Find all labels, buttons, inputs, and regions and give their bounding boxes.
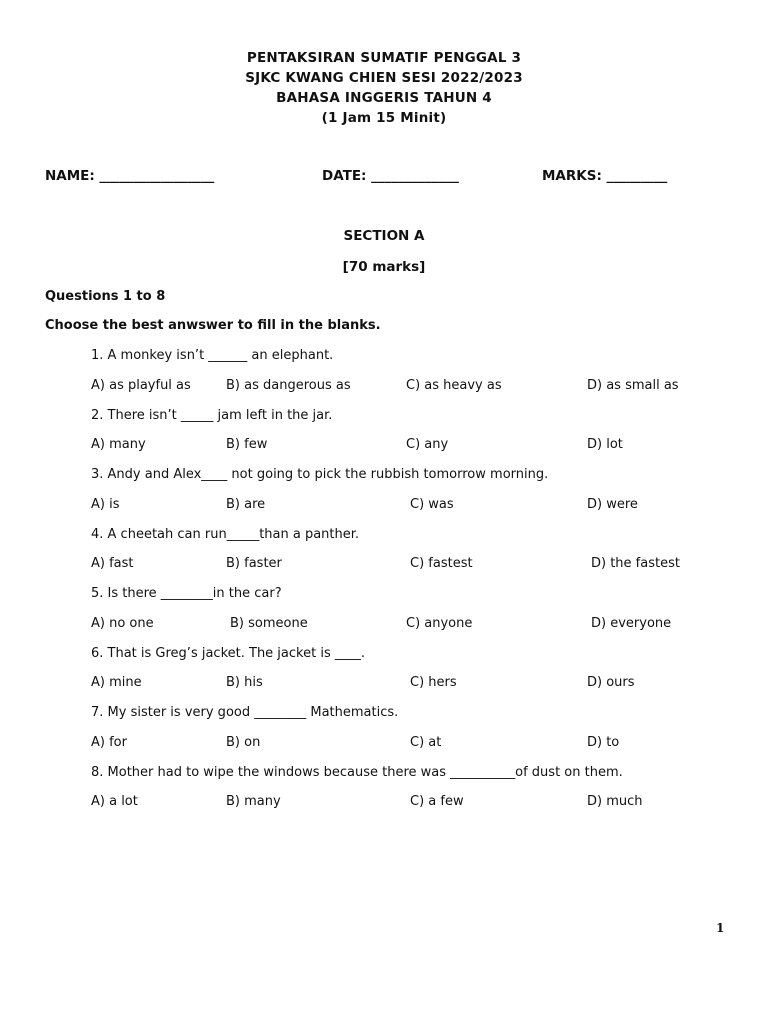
- option-3a: A) is: [91, 497, 120, 512]
- option-3c: C) was: [410, 497, 454, 512]
- questions-range: Questions 1 to 8: [45, 289, 166, 304]
- option-1d: D) as small as: [587, 378, 679, 393]
- date-field: DATE: _____________: [322, 168, 459, 184]
- option-2c: C) any: [406, 437, 449, 452]
- subject-year: BAHASA INGGERIS TAHUN 4: [276, 90, 492, 106]
- student-info-row: [0, 168, 768, 188]
- exam-title: PENTAKSIRAN SUMATIF PENGGAL 3: [246, 50, 522, 66]
- option-1c: C) as heavy as: [406, 378, 502, 393]
- option-5c: C) anyone: [406, 616, 473, 631]
- option-4d: D) the fastest: [591, 556, 680, 571]
- question-4: 4. A cheetah can run_____than a panther.: [91, 527, 360, 542]
- option-6c: C) hers: [410, 675, 457, 690]
- option-6b: B) his: [226, 675, 263, 690]
- option-8d: D) much: [587, 794, 643, 809]
- option-7c: C) at: [410, 735, 442, 750]
- option-7d: D) to: [587, 735, 620, 750]
- option-6d: D) ours: [587, 675, 635, 690]
- option-1a: A) as playful as: [91, 378, 191, 393]
- question-2: 2. There isn’t _____ jam left in the jar.: [91, 408, 333, 423]
- option-3d: D) were: [587, 497, 638, 512]
- section-title: SECTION A: [343, 228, 425, 244]
- option-5a: A) no one: [91, 616, 154, 631]
- option-5d: D) everyone: [591, 616, 672, 631]
- question-7: 7. My sister is very good ________ Mathematics.: [91, 705, 399, 720]
- option-2b: B) few: [226, 437, 268, 452]
- school-session: SJKC KWANG CHIEN SESI 2022/2023: [245, 70, 523, 86]
- option-4a: A) fast: [91, 556, 134, 571]
- option-4b: B) faster: [226, 556, 282, 571]
- marks-field: MARKS: _________: [542, 168, 668, 184]
- option-7b: B) on: [226, 735, 261, 750]
- question-5: 5. Is there ________in the car?: [91, 586, 282, 601]
- option-6a: A) mine: [91, 675, 142, 690]
- option-3b: B) are: [226, 497, 266, 512]
- option-4c: C) fastest: [410, 556, 473, 571]
- name-field: NAME: _________________: [45, 168, 215, 184]
- option-2d: D) lot: [587, 437, 623, 452]
- question-3: 3. Andy and Alex____ not going to pick the rubbish tomorrow morning.: [91, 467, 549, 482]
- option-2a: A) many: [91, 437, 146, 452]
- section-marks: [70 marks]: [342, 259, 426, 275]
- question-6: 6. That is Greg’s jacket. The jacket is ____.: [91, 646, 365, 661]
- duration: (1 Jam 15 Minit): [321, 110, 447, 126]
- option-1b: B) as dangerous as: [226, 378, 351, 393]
- instruction-text: Choose the best anwswer to fill in the blanks.: [45, 318, 381, 333]
- question-8: 8. Mother had to wipe the windows because there was __________of dust on them.: [91, 765, 623, 780]
- option-8a: A) a lot: [91, 794, 138, 809]
- question-1: 1. A monkey isn’t ______ an elephant.: [91, 348, 334, 363]
- option-5b: B) someone: [230, 616, 308, 631]
- option-8b: B) many: [226, 794, 281, 809]
- option-8c: C) a few: [410, 794, 464, 809]
- exam-header: [0, 48, 768, 128]
- option-7a: A) for: [91, 735, 127, 750]
- page-number: 1: [716, 921, 725, 935]
